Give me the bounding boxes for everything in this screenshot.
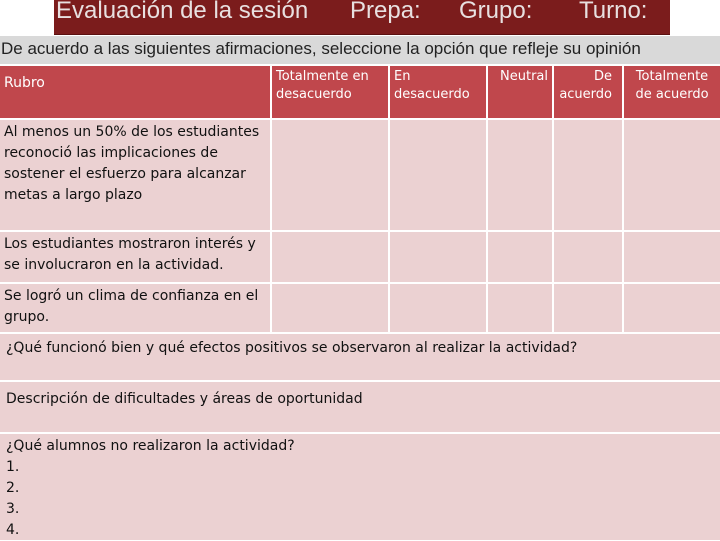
prepa-label: Prepa: <box>350 0 421 24</box>
header-neutral: Neutral <box>488 66 552 118</box>
cell-r3-totalmente-desacuerdo[interactable] <box>272 284 388 332</box>
rubro-row-3: Se logró un clima de confianza en el grupo. <box>0 284 270 332</box>
rubro-row-1: Al menos un 50% de los estudiantes reconoció las implicaciones de sostener el esfuerzo para alcanzar metas a largo plazo <box>0 120 270 230</box>
cell-r3-neutral[interactable] <box>488 284 552 332</box>
question-students-missing-text: ¿Qué alumnos no realizaron la actividad? <box>6 438 295 454</box>
cell-r1-en-desacuerdo[interactable] <box>390 120 486 230</box>
cell-r2-en-desacuerdo[interactable] <box>390 232 486 282</box>
question-difficulties[interactable] <box>0 382 720 432</box>
question-students-missing[interactable] <box>0 434 720 540</box>
cell-r3-en-desacuerdo[interactable] <box>390 284 486 332</box>
header-de-acuerdo <box>554 66 622 118</box>
header-totalmente-acuerdo: Totalmente de acuerdo <box>624 66 720 118</box>
question-what-worked[interactable] <box>0 334 720 380</box>
cell-r2-totalmente-acuerdo[interactable] <box>624 232 720 282</box>
header-de-acuerdo-label: De acuerdo <box>559 69 612 102</box>
cell-r3-de-acuerdo[interactable] <box>554 284 622 332</box>
session-title: Evaluación de la sesión <box>56 0 309 24</box>
cell-r1-totalmente-acuerdo[interactable] <box>624 120 720 230</box>
list-item-1: 1. <box>6 459 20 475</box>
title-bar <box>54 0 670 35</box>
cell-r2-totalmente-desacuerdo[interactable] <box>272 232 388 282</box>
cell-r2-de-acuerdo[interactable] <box>554 232 622 282</box>
cell-r3-totalmente-acuerdo[interactable] <box>624 284 720 332</box>
header-en-desacuerdo: En desacuerdo <box>390 66 486 118</box>
turno-label: Turno: <box>579 0 648 24</box>
instruction-banner <box>0 36 720 64</box>
cell-r2-neutral[interactable] <box>488 232 552 282</box>
cell-r1-neutral[interactable] <box>488 120 552 230</box>
cell-r1-de-acuerdo[interactable] <box>554 120 622 230</box>
header-totalmente-desacuerdo: Totalmente en desacuerdo <box>272 66 388 118</box>
grupo-label: Grupo: <box>459 0 533 24</box>
list-item-4: 4. <box>6 522 20 538</box>
list-item-2: 2. <box>6 480 20 496</box>
rubro-row-2: Los estudiantes mostraron interés y se involucraron en la actividad. <box>0 232 270 282</box>
list-item-3: 3. <box>6 501 20 517</box>
question-what-worked-text: ¿Qué funcionó bien y qué efectos positivos se observaron al realizar la actividad? <box>6 340 578 356</box>
question-difficulties-text: Descripción de dificultades y áreas de oportunidad <box>6 391 363 407</box>
header-rubro: Rubro <box>0 66 270 118</box>
cell-r1-totalmente-desacuerdo[interactable] <box>272 120 388 230</box>
instruction-text: De acuerdo a las siguientes afirmaciones, seleccione la opción que refleje su opinión <box>1 39 641 58</box>
